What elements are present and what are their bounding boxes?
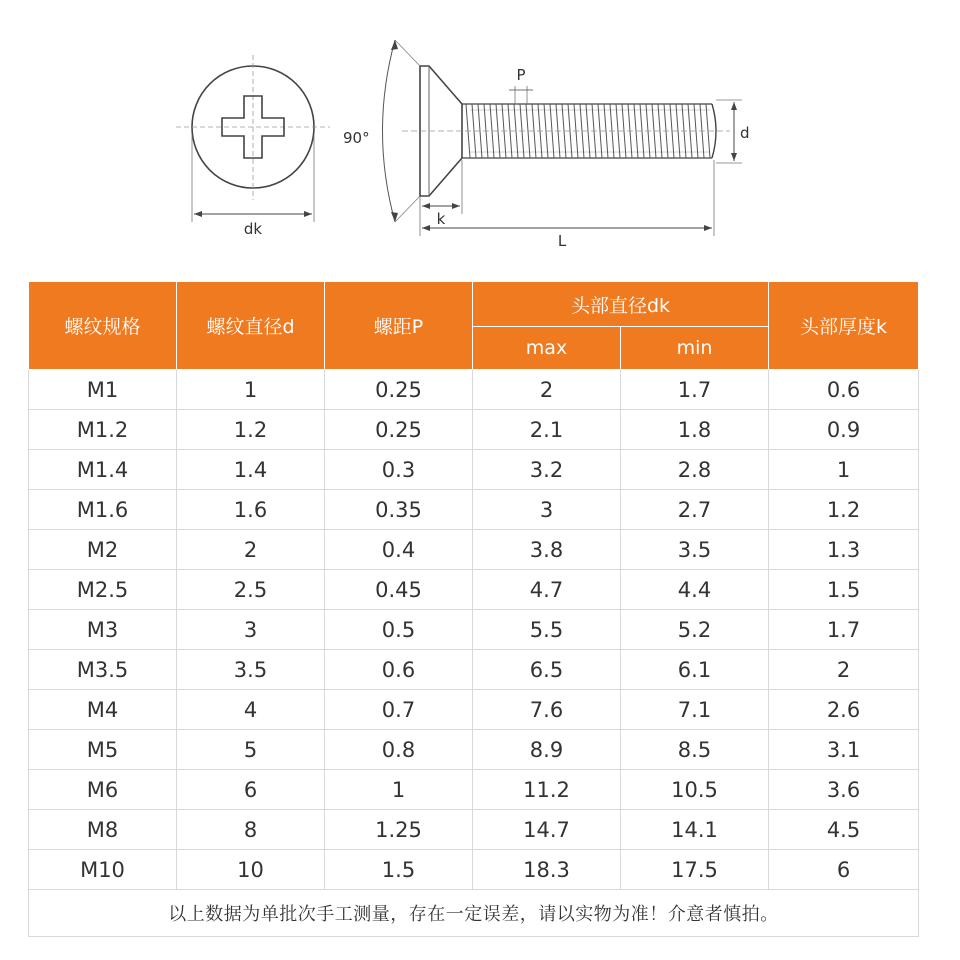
table-cell: 3.2 — [473, 450, 621, 490]
header-pitch: 螺距P — [325, 282, 473, 370]
table-cell: 3.5 — [621, 530, 769, 570]
table-row — [29, 690, 919, 730]
table-cell: 0.25 — [325, 370, 473, 410]
table-cell: 7.6 — [473, 690, 621, 730]
table-cell: 17.5 — [621, 850, 769, 890]
table-cell: 3 — [177, 610, 325, 650]
table-cell: 2.6 — [769, 690, 919, 730]
table-cell: 6.1 — [621, 650, 769, 690]
table-cell: 7.1 — [621, 690, 769, 730]
table-cell: 3 — [473, 490, 621, 530]
table-cell: 1 — [769, 450, 919, 490]
table-cell: M5 — [29, 730, 177, 770]
table-cell: 2 — [473, 370, 621, 410]
table-row — [29, 810, 919, 850]
table-cell: 1.6 — [177, 490, 325, 530]
table-cell: 1.5 — [325, 850, 473, 890]
table-cell: 0.4 — [325, 530, 473, 570]
table-cell: 4 — [177, 690, 325, 730]
table-cell: 0.25 — [325, 410, 473, 450]
table-cell: M1.2 — [29, 410, 177, 450]
table-cell: 5.5 — [473, 610, 621, 650]
table-cell: 2 — [177, 530, 325, 570]
table-cell: M3.5 — [29, 650, 177, 690]
table-cell: 0.8 — [325, 730, 473, 770]
header-max: max — [473, 327, 621, 370]
dk-label: dk — [243, 220, 263, 238]
table-cell: 0.7 — [325, 690, 473, 730]
table-cell: 3.1 — [769, 730, 919, 770]
table-cell: 14.7 — [473, 810, 621, 850]
table-cell: 0.9 — [769, 410, 919, 450]
table-cell: 0.3 — [325, 450, 473, 490]
table-row — [29, 650, 919, 690]
head-thickness-label: k — [436, 210, 446, 228]
table-row — [29, 530, 919, 570]
table-row — [29, 410, 919, 450]
length-label: L — [557, 232, 567, 250]
table-cell: 8.9 — [473, 730, 621, 770]
table-cell: 0.5 — [325, 610, 473, 650]
table-cell: 2 — [769, 650, 919, 690]
header-thread-spec: 螺纹规格 — [29, 282, 177, 370]
pitch-label: P — [516, 66, 526, 84]
table-cell: 1.2 — [769, 490, 919, 530]
measurement-note: 以上数据为单批次手工测量，存在一定误差，请以实物为准！介意者慎拍。 — [29, 890, 919, 937]
table-cell: 6 — [769, 850, 919, 890]
table-row — [29, 730, 919, 770]
table-row — [29, 370, 919, 410]
table-cell: 1.2 — [177, 410, 325, 450]
table-cell: M8 — [29, 810, 177, 850]
table-cell: 1.25 — [325, 810, 473, 850]
table-cell: 3.8 — [473, 530, 621, 570]
table-row — [29, 450, 919, 490]
table-cell: 6 — [177, 770, 325, 810]
table-cell: M3 — [29, 610, 177, 650]
table-cell: 4.5 — [769, 810, 919, 850]
table-cell: 2.7 — [621, 490, 769, 530]
table-cell: M2 — [29, 530, 177, 570]
table-cell: 14.1 — [621, 810, 769, 850]
table-cell: 0.35 — [325, 490, 473, 530]
table-cell: 2.1 — [473, 410, 621, 450]
table-cell: 6.5 — [473, 650, 621, 690]
table-cell: 0.6 — [769, 370, 919, 410]
table-row — [29, 850, 919, 890]
table-cell: 2.8 — [621, 450, 769, 490]
table-cell: 1 — [177, 370, 325, 410]
diameter-label: d — [740, 124, 750, 142]
table-row — [29, 770, 919, 810]
table-row — [29, 570, 919, 610]
table-cell: 1 — [325, 770, 473, 810]
table-cell: M1 — [29, 370, 177, 410]
table-cell: 0.6 — [325, 650, 473, 690]
table-cell: M1.4 — [29, 450, 177, 490]
table-row — [29, 490, 919, 530]
screw-spec-table — [28, 281, 919, 937]
table-cell: 10 — [177, 850, 325, 890]
header-head-diameter: 头部直径dk — [473, 282, 769, 327]
table-cell: 3.5 — [177, 650, 325, 690]
table-cell: 1.7 — [621, 370, 769, 410]
screw-dimension-diagram — [0, 0, 960, 270]
header-head-thickness: 头部厚度k — [769, 282, 919, 370]
table-cell: 4.4 — [621, 570, 769, 610]
table-cell: 3.6 — [769, 770, 919, 810]
screw-head-top-view — [176, 55, 330, 238]
table-cell: 2.5 — [177, 570, 325, 610]
header-min: min — [621, 327, 769, 370]
table-cell: 1.4 — [177, 450, 325, 490]
table-cell: 10.5 — [621, 770, 769, 810]
table-cell: M10 — [29, 850, 177, 890]
table-cell: M2.5 — [29, 570, 177, 610]
table-cell: 1.5 — [769, 570, 919, 610]
table-cell: 8 — [177, 810, 325, 850]
table-cell: M1.6 — [29, 490, 177, 530]
table-cell: 1.7 — [769, 610, 919, 650]
table-cell: 4.7 — [473, 570, 621, 610]
table-cell: 1.8 — [621, 410, 769, 450]
table-cell: M6 — [29, 770, 177, 810]
table-cell: 11.2 — [473, 770, 621, 810]
header-thread-diameter: 螺纹直径d — [177, 282, 325, 370]
table-cell: 5.2 — [621, 610, 769, 650]
table-row — [29, 610, 919, 650]
table-cell: 5 — [177, 730, 325, 770]
table-cell: 18.3 — [473, 850, 621, 890]
table-cell: M4 — [29, 690, 177, 730]
angle-label: 90° — [343, 129, 370, 147]
table-body — [29, 370, 919, 890]
screw-side-view — [343, 40, 750, 250]
table-cell: 0.45 — [325, 570, 473, 610]
table-cell: 1.3 — [769, 530, 919, 570]
table-cell: 8.5 — [621, 730, 769, 770]
